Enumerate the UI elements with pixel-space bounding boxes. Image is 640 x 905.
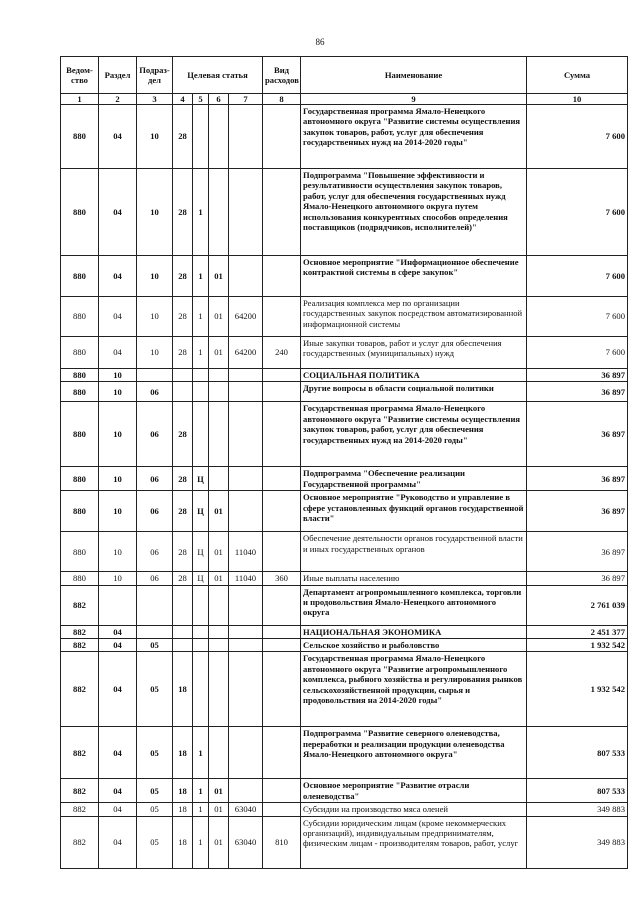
cell-cs-subprogram (193, 639, 209, 652)
table-row (61, 297, 628, 337)
col-num: 4 (173, 94, 193, 105)
cell-podrazdel: 06 (137, 467, 173, 491)
cell-cs-activity (209, 727, 229, 779)
cell-vid-rashodov (263, 105, 301, 169)
cell-cs-program: 18 (173, 652, 193, 727)
cell-podrazdel: 05 (137, 779, 173, 803)
cell-razdel: 04 (99, 169, 137, 256)
cell-cs-program: 18 (173, 803, 193, 816)
cell-summa: 36 897 (527, 491, 628, 532)
cell-cs-activity: 01 (209, 297, 229, 337)
cell-cs-subprogram (193, 585, 209, 625)
table-row (61, 779, 628, 803)
cell-razdel: 10 (99, 402, 137, 467)
cell-summa: 349 883 (527, 816, 628, 868)
cell-summa: 7 600 (527, 337, 628, 369)
cell-cs-activity: 01 (209, 256, 229, 297)
cell-cs-direction: 63040 (229, 816, 263, 868)
cell-vid-rashodov: 360 (263, 572, 301, 585)
cell-summa: 2 761 039 (527, 585, 628, 625)
cell-cs-subprogram: 1 (193, 337, 209, 369)
cell-summa: 1 932 542 (527, 639, 628, 652)
cell-razdel (99, 585, 137, 625)
cell-cs-direction: 63040 (229, 803, 263, 816)
cell-razdel: 10 (99, 467, 137, 491)
cell-cs-direction: 11040 (229, 532, 263, 572)
col-num: 9 (301, 94, 527, 105)
table-row (61, 625, 628, 638)
cell-cs-direction (229, 105, 263, 169)
cell-summa: 807 533 (527, 727, 628, 779)
cell-razdel: 10 (99, 532, 137, 572)
cell-vid-rashodov (263, 256, 301, 297)
cell-cs-program: 28 (173, 402, 193, 467)
cell-summa: 36 897 (527, 402, 628, 467)
cell-summa: 36 897 (527, 532, 628, 572)
cell-naimenovanie: СОЦИАЛЬНАЯ ПОЛИТИКА (301, 369, 527, 382)
col-num: 6 (209, 94, 229, 105)
cell-cs-subprogram: 1 (193, 256, 209, 297)
table-row (61, 467, 628, 491)
cell-cs-program: 28 (173, 297, 193, 337)
col-num: 2 (99, 94, 137, 105)
cell-summa: 7 600 (527, 105, 628, 169)
cell-cs-program (173, 625, 193, 638)
cell-cs-program: 28 (173, 256, 193, 297)
cell-vid-rashodov: 240 (263, 337, 301, 369)
table-row (61, 652, 628, 727)
cell-vedomstvo: 882 (61, 727, 99, 779)
cell-podrazdel: 10 (137, 169, 173, 256)
cell-vedomstvo: 880 (61, 297, 99, 337)
cell-razdel: 04 (99, 297, 137, 337)
cell-vid-rashodov (263, 402, 301, 467)
cell-vedomstvo: 880 (61, 169, 99, 256)
cell-naimenovanie: Основное мероприятие "Руководство и управление в сфере установленных функций органов государственной власти" (301, 491, 527, 532)
cell-razdel: 10 (99, 491, 137, 532)
cell-summa: 7 600 (527, 169, 628, 256)
cell-naimenovanie: Сельское хозяйство и рыболовство (301, 639, 527, 652)
cell-razdel: 04 (99, 816, 137, 868)
cell-naimenovanie: Другие вопросы в области социальной политики (301, 382, 527, 402)
cell-razdel: 04 (99, 337, 137, 369)
cell-cs-program: 28 (173, 491, 193, 532)
cell-cs-subprogram: Ц (193, 572, 209, 585)
cell-naimenovanie: Государственная программа Ямало-Ненецкого автономного округа "Развитие агропромышленного комплекса, рыбного хозяйства и регулирования рынков сельскохозяйственной продукции, сырья и продовольствия на 2014-2020 годы" (301, 652, 527, 727)
cell-cs-program: 18 (173, 779, 193, 803)
cell-cs-activity (209, 467, 229, 491)
cell-cs-activity (209, 369, 229, 382)
cell-cs-subprogram: Ц (193, 467, 209, 491)
cell-naimenovanie: Иные выплаты населению (301, 572, 527, 585)
cell-naimenovanie: Подпрограмма "Развитие северного оленеводства, переработки и реализации продукции оленеводства Ямало-Ненецкого автономного округа" (301, 727, 527, 779)
header-naimenovanie: Наименование (301, 57, 527, 94)
table-row (61, 585, 628, 625)
cell-podrazdel (137, 369, 173, 382)
cell-cs-activity (209, 585, 229, 625)
col-num: 3 (137, 94, 173, 105)
cell-razdel: 04 (99, 639, 137, 652)
cell-cs-direction (229, 727, 263, 779)
cell-cs-subprogram (193, 402, 209, 467)
cell-razdel: 04 (99, 779, 137, 803)
cell-vedomstvo: 882 (61, 639, 99, 652)
cell-podrazdel: 10 (137, 105, 173, 169)
cell-naimenovanie: Государственная программа Ямало-Ненецкого автономного округа "Развитие системы осуществления закупок товаров, работ, услуг для обеспечения государственных нужд на 2014-2020 годы" (301, 105, 527, 169)
header-summa: Сумма (527, 57, 628, 94)
cell-cs-activity: 01 (209, 816, 229, 868)
header-razdel: Раздел (99, 57, 137, 94)
cell-cs-direction (229, 369, 263, 382)
cell-razdel: 04 (99, 652, 137, 727)
cell-vedomstvo: 880 (61, 382, 99, 402)
cell-podrazdel: 05 (137, 727, 173, 779)
header-podrazdel: Подраз-дел (137, 57, 173, 94)
cell-razdel: 10 (99, 369, 137, 382)
cell-cs-subprogram: 1 (193, 169, 209, 256)
cell-cs-direction (229, 491, 263, 532)
cell-cs-activity: 01 (209, 803, 229, 816)
cell-cs-activity (209, 169, 229, 256)
cell-summa: 36 897 (527, 369, 628, 382)
cell-vid-rashodov (263, 382, 301, 402)
header-celevaya-statya: Целевая статья (173, 57, 263, 94)
cell-cs-subprogram: 1 (193, 779, 209, 803)
cell-cs-program: 18 (173, 727, 193, 779)
cell-cs-direction (229, 382, 263, 402)
cell-podrazdel: 10 (137, 256, 173, 297)
column-number-row (61, 94, 628, 105)
table-row (61, 572, 628, 585)
cell-vid-rashodov (263, 369, 301, 382)
table-row (61, 532, 628, 572)
cell-cs-subprogram (193, 652, 209, 727)
cell-naimenovanie: Субсидии на производство мяса оленей (301, 803, 527, 816)
cell-cs-subprogram: 1 (193, 803, 209, 816)
cell-cs-program (173, 585, 193, 625)
cell-cs-program: 28 (173, 169, 193, 256)
cell-vid-rashodov (263, 727, 301, 779)
cell-vid-rashodov (263, 532, 301, 572)
table-body (61, 105, 628, 869)
cell-razdel: 04 (99, 256, 137, 297)
cell-vid-rashodov (263, 803, 301, 816)
cell-vid-rashodov (263, 779, 301, 803)
table-row (61, 256, 628, 297)
cell-podrazdel: 06 (137, 491, 173, 532)
cell-podrazdel (137, 625, 173, 638)
cell-vid-rashodov (263, 625, 301, 638)
cell-vedomstvo: 882 (61, 625, 99, 638)
table-row (61, 337, 628, 369)
cell-podrazdel: 06 (137, 382, 173, 402)
cell-razdel: 10 (99, 572, 137, 585)
col-num: 10 (527, 94, 628, 105)
cell-cs-activity: 01 (209, 491, 229, 532)
cell-vedomstvo: 880 (61, 491, 99, 532)
cell-cs-activity: 01 (209, 337, 229, 369)
col-num: 1 (61, 94, 99, 105)
cell-vid-rashodov: 810 (263, 816, 301, 868)
cell-cs-subprogram (193, 369, 209, 382)
col-num: 5 (193, 94, 209, 105)
cell-vid-rashodov (263, 491, 301, 532)
table-row (61, 402, 628, 467)
cell-vedomstvo: 880 (61, 572, 99, 585)
cell-vedomstvo: 880 (61, 337, 99, 369)
cell-cs-program: 28 (173, 337, 193, 369)
cell-cs-activity (209, 382, 229, 402)
cell-naimenovanie: Реализация комплекса мер по организации государственных закупок посредством автоматизированной информационной системы (301, 297, 527, 337)
cell-naimenovanie: НАЦИОНАЛЬНАЯ ЭКОНОМИКА (301, 625, 527, 638)
cell-podrazdel: 06 (137, 532, 173, 572)
cell-cs-program: 28 (173, 572, 193, 585)
cell-naimenovanie: Основное мероприятие "Развитие отрасли оленеводства" (301, 779, 527, 803)
cell-naimenovanie: Основное мероприятие "Информационное обеспечение контрактной системы в сфере закупок" (301, 256, 527, 297)
cell-summa: 807 533 (527, 779, 628, 803)
cell-vid-rashodov (263, 652, 301, 727)
cell-cs-program (173, 369, 193, 382)
cell-podrazdel: 06 (137, 572, 173, 585)
cell-cs-activity (209, 402, 229, 467)
cell-naimenovanie: Департамент агропромышленного комплекса, торговли и продовольствия Ямало-Ненецкого автономного округа (301, 585, 527, 625)
cell-cs-subprogram (193, 105, 209, 169)
cell-naimenovanie: Подпрограмма "Обеспечение реализации Государственной программы" (301, 467, 527, 491)
cell-vid-rashodov (263, 585, 301, 625)
cell-vedomstvo: 880 (61, 532, 99, 572)
cell-vedomstvo: 880 (61, 467, 99, 491)
cell-cs-direction (229, 467, 263, 491)
cell-cs-activity (209, 625, 229, 638)
cell-cs-subprogram: 1 (193, 816, 209, 868)
cell-cs-direction (229, 256, 263, 297)
cell-vedomstvo: 882 (61, 803, 99, 816)
budget-table (60, 56, 628, 869)
cell-razdel: 04 (99, 727, 137, 779)
header-vedomstvo: Ведом-ство (61, 57, 99, 94)
cell-cs-subprogram: 1 (193, 297, 209, 337)
cell-vedomstvo: 882 (61, 652, 99, 727)
cell-vid-rashodov (263, 169, 301, 256)
table-row (61, 816, 628, 868)
cell-cs-direction: 11040 (229, 572, 263, 585)
col-num: 7 (229, 94, 263, 105)
cell-cs-direction (229, 652, 263, 727)
cell-cs-program (173, 639, 193, 652)
cell-cs-activity: 01 (209, 532, 229, 572)
cell-cs-subprogram (193, 382, 209, 402)
table-row (61, 727, 628, 779)
cell-cs-subprogram: Ц (193, 532, 209, 572)
cell-summa: 7 600 (527, 297, 628, 337)
cell-podrazdel (137, 585, 173, 625)
header-vid-rashodov: Вид расходов (263, 57, 301, 94)
cell-cs-program: 28 (173, 105, 193, 169)
cell-cs-program: 28 (173, 532, 193, 572)
cell-naimenovanie: Субсидии юридическим лицам (кроме некоммерческих организаций), индивидуальным предпринимателям, физическим лицам - производителям товаров, работ, услуг (301, 816, 527, 868)
cell-podrazdel: 10 (137, 337, 173, 369)
cell-naimenovanie: Обеспечение деятельности органов государственной власти и иных государственных органов (301, 532, 527, 572)
cell-summa: 349 883 (527, 803, 628, 816)
cell-summa: 1 932 542 (527, 652, 628, 727)
cell-vid-rashodov (263, 639, 301, 652)
cell-cs-direction (229, 625, 263, 638)
cell-podrazdel: 10 (137, 297, 173, 337)
cell-vedomstvo: 880 (61, 105, 99, 169)
cell-cs-activity (209, 639, 229, 652)
cell-naimenovanie: Подпрограмма "Повышение эффективности и результативности осуществления закупок товаров, работ, услуг для обеспечения государственных нужд Ямало-Ненецкого автономного округа путем использования конкурентных способов определения поставщиков (подрядчиков, исполнителей)" (301, 169, 527, 256)
cell-summa: 36 897 (527, 467, 628, 491)
cell-cs-direction (229, 169, 263, 256)
cell-cs-activity (209, 105, 229, 169)
cell-podrazdel: 05 (137, 652, 173, 727)
cell-vid-rashodov (263, 467, 301, 491)
cell-vid-rashodov (263, 297, 301, 337)
table-row (61, 491, 628, 532)
cell-razdel: 04 (99, 803, 137, 816)
cell-cs-direction (229, 402, 263, 467)
cell-podrazdel: 06 (137, 402, 173, 467)
cell-vedomstvo: 880 (61, 402, 99, 467)
cell-naimenovanie: Государственная программа Ямало-Ненецкого автономного округа "Развитие системы осуществления закупок товаров, работ, услуг для обеспечения государственных нужд на 2014-2020 годы" (301, 402, 527, 467)
cell-cs-program (173, 382, 193, 402)
cell-summa: 2 451 377 (527, 625, 628, 638)
cell-vedomstvo: 882 (61, 779, 99, 803)
cell-cs-activity (209, 652, 229, 727)
cell-cs-direction (229, 639, 263, 652)
cell-cs-direction (229, 585, 263, 625)
cell-vedomstvo: 880 (61, 369, 99, 382)
table-row (61, 639, 628, 652)
cell-podrazdel: 05 (137, 816, 173, 868)
table-row (61, 105, 628, 169)
cell-cs-subprogram: 1 (193, 727, 209, 779)
cell-naimenovanie: Иные закупки товаров, работ и услуг для обеспечения государственных (муниципальных) нужд (301, 337, 527, 369)
col-num: 8 (263, 94, 301, 105)
cell-podrazdel: 05 (137, 639, 173, 652)
table-row (61, 369, 628, 382)
cell-vedomstvo: 882 (61, 585, 99, 625)
cell-cs-program: 28 (173, 467, 193, 491)
cell-cs-direction: 64200 (229, 297, 263, 337)
page-number: 86 (315, 37, 325, 47)
header-row (61, 57, 628, 94)
cell-summa: 7 600 (527, 256, 628, 297)
table-row (61, 169, 628, 256)
table-row (61, 382, 628, 402)
cell-cs-subprogram (193, 625, 209, 638)
cell-vedomstvo: 882 (61, 816, 99, 868)
cell-vedomstvo: 880 (61, 256, 99, 297)
cell-cs-subprogram: Ц (193, 491, 209, 532)
cell-podrazdel: 05 (137, 803, 173, 816)
cell-cs-direction (229, 779, 263, 803)
cell-cs-activity: 01 (209, 572, 229, 585)
cell-cs-direction: 64200 (229, 337, 263, 369)
cell-summa: 36 897 (527, 382, 628, 402)
cell-cs-activity: 01 (209, 779, 229, 803)
cell-razdel: 10 (99, 382, 137, 402)
table-row (61, 803, 628, 816)
cell-cs-program: 18 (173, 816, 193, 868)
cell-razdel: 04 (99, 105, 137, 169)
cell-summa: 36 897 (527, 572, 628, 585)
cell-razdel: 04 (99, 625, 137, 638)
